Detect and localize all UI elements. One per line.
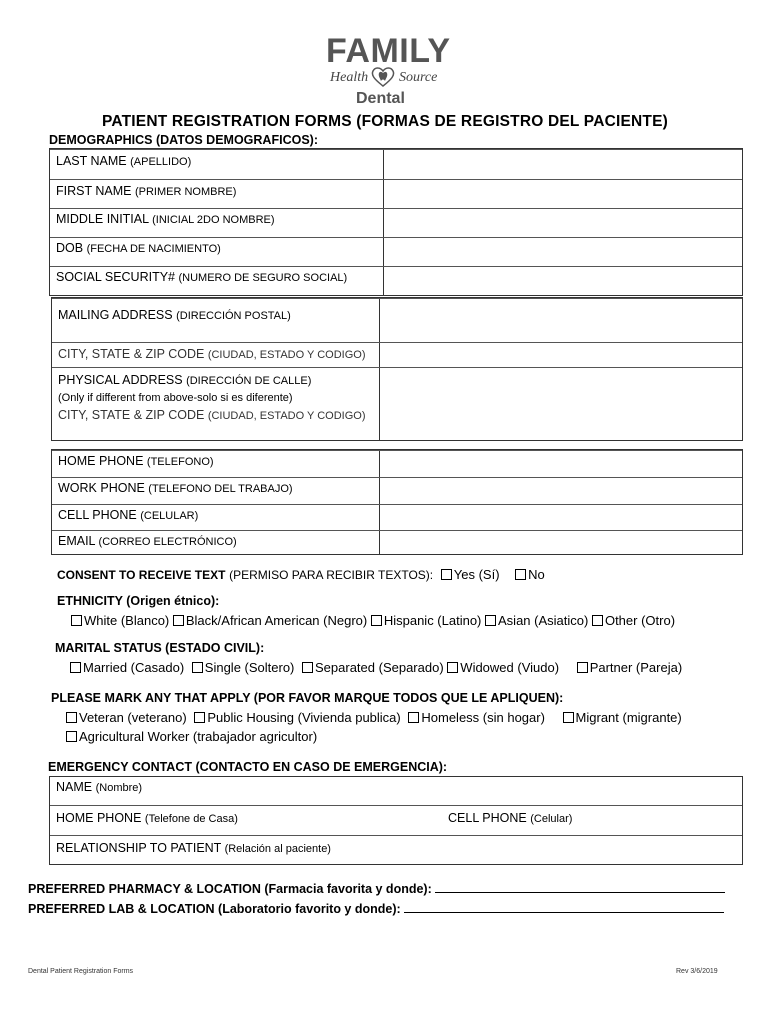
checkbox-icon[interactable] xyxy=(194,712,205,723)
apply-heading: PLEASE MARK ANY THAT APPLY (POR FAVOR MARQUE TODOS QUE LE APLIQUEN): xyxy=(51,691,564,705)
checkbox-icon[interactable] xyxy=(563,712,574,723)
last-name-field[interactable]: LAST NAME (APELLIDO) xyxy=(50,149,742,179)
checkbox-icon[interactable] xyxy=(192,662,203,673)
checkbox-icon[interactable] xyxy=(70,662,81,673)
footer-right: Rev 3/6/2019 xyxy=(676,968,718,975)
demographics-table xyxy=(49,148,743,296)
checkbox-icon[interactable] xyxy=(371,615,382,626)
lab-blank-line[interactable] xyxy=(404,900,724,913)
checkbox-icon[interactable] xyxy=(302,662,313,673)
consent-yes-option[interactable]: Yes (Sí) xyxy=(441,567,500,582)
ethnicity-asian-option[interactable]: Asian (Asiatico) xyxy=(485,613,588,628)
lab-field[interactable]: PREFERRED LAB & LOCATION (Laboratorio favorito y donde): xyxy=(28,900,724,916)
emergency-cell-phone-field[interactable]: CELL PHONE (Celular) xyxy=(448,811,573,825)
logo-source-text: Source xyxy=(399,70,438,85)
apply-agricultural-option[interactable]: Agricultural Worker (trabajador agricultor) xyxy=(66,729,317,744)
checkbox-icon[interactable] xyxy=(592,615,603,626)
page-title: PATIENT REGISTRATION FORMS (FORMAS DE REGISTRO DEL PACIENTE) xyxy=(102,113,668,130)
ethnicity-white-option[interactable]: White (Blanco) xyxy=(71,613,169,628)
marital-married-option[interactable]: Married (Casado) xyxy=(70,660,184,675)
email-field[interactable]: EMAIL (CORREO ELECTRÓNICO) xyxy=(52,530,742,556)
logo-health-text: Health xyxy=(330,70,369,85)
apply-migrant-option[interactable]: Migrant (migrante) xyxy=(563,710,682,725)
ssn-field[interactable]: SOCIAL SECURITY# (NUMERO DE SEGURO SOCIAL) xyxy=(50,266,742,296)
consent-no-option[interactable]: No xyxy=(515,567,545,582)
checkbox-icon[interactable] xyxy=(515,569,526,580)
dob-field[interactable]: DOB (FECHA DE NACIMIENTO) xyxy=(50,237,742,266)
ethnicity-other-option[interactable]: Other (Otro) xyxy=(592,613,675,628)
consent-row: CONSENT TO RECEIVE TEXT (PERMISO PARA RECIBIR TEXTOS): Yes (Sí) No xyxy=(57,567,545,582)
checkbox-icon[interactable] xyxy=(408,712,419,723)
physical-address-field[interactable]: PHYSICAL ADDRESS (DIRECCIÓN DE CALLE) (Only if different from above-solo si es diferente) CITY, STATE & ZIP CODE (CIUDAD, ESTADO Y CODIGO) xyxy=(52,367,742,442)
marital-partner-option[interactable]: Partner (Pareja) xyxy=(577,660,682,675)
emergency-name-field[interactable]: NAME (Nombre) xyxy=(56,780,143,794)
apply-housing-option[interactable]: Public Housing (Vivienda publica) xyxy=(194,710,400,725)
logo-family-text: FAMILY xyxy=(326,32,451,70)
emergency-home-phone-field[interactable]: HOME PHONE (Telefone de Casa) xyxy=(56,811,238,825)
marital-separated-option[interactable]: Separated (Separado) xyxy=(302,660,444,675)
mailing-city-field[interactable]: CITY, STATE & ZIP CODE (CIUDAD, ESTADO Y CODIGO) xyxy=(52,342,742,367)
emergency-phone-row xyxy=(50,805,742,835)
phone-table xyxy=(51,449,743,555)
checkbox-icon[interactable] xyxy=(66,731,77,742)
footer-left: Dental Patient Registration Forms xyxy=(28,968,134,975)
pharmacy-field[interactable]: PREFERRED PHARMACY & LOCATION (Farmacia favorita y donde): xyxy=(28,880,725,896)
apply-options xyxy=(66,710,682,725)
work-phone-field[interactable]: WORK PHONE (TELEFONO DEL TRABAJO) xyxy=(52,477,742,504)
checkbox-icon[interactable] xyxy=(71,615,82,626)
emergency-relationship-field[interactable]: RELATIONSHIP TO PATIENT (Relación al paciente) xyxy=(50,835,742,865)
apply-homeless-option[interactable]: Homeless (sin hogar) xyxy=(408,710,545,725)
pharmacy-blank-line[interactable] xyxy=(435,880,725,893)
marital-options xyxy=(70,660,682,675)
tooth-heart-icon xyxy=(370,66,396,88)
checkbox-icon[interactable] xyxy=(66,712,77,723)
apply-veteran-option[interactable]: Veteran (veterano) xyxy=(66,710,187,725)
ethnicity-heading: ETHNICITY (Origen étnico): xyxy=(57,594,220,608)
ethnicity-hispanic-option[interactable]: Hispanic (Latino) xyxy=(371,613,482,628)
demographics-heading: DEMOGRAPHICS (DATOS DEMOGRAFICOS): xyxy=(49,133,318,147)
checkbox-icon[interactable] xyxy=(441,569,452,580)
middle-initial-field[interactable]: MIDDLE INITIAL (INICIAL 2DO NOMBRE) xyxy=(50,208,742,237)
emergency-heading: EMERGENCY CONTACT (CONTACTO EN CASO DE EMERGENCIA): xyxy=(48,760,448,774)
checkbox-icon[interactable] xyxy=(577,662,588,673)
emergency-table xyxy=(49,776,743,865)
marital-single-option[interactable]: Single (Soltero) xyxy=(192,660,295,675)
ethnicity-black-option[interactable]: Black/African American (Negro) xyxy=(173,613,367,628)
checkbox-icon[interactable] xyxy=(173,615,184,626)
cell-phone-field[interactable]: CELL PHONE (CELULAR) xyxy=(52,504,742,530)
marital-widowed-option[interactable]: Widowed (Viudo) xyxy=(447,660,559,675)
ethnicity-options xyxy=(71,613,675,628)
logo-dental-text: Dental xyxy=(356,90,405,107)
marital-heading: MARITAL STATUS (ESTADO CIVIL): xyxy=(55,641,265,655)
checkbox-icon[interactable] xyxy=(447,662,458,673)
home-phone-field[interactable]: HOME PHONE (TELEFONO) xyxy=(52,450,742,477)
first-name-field[interactable]: FIRST NAME (PRIMER NOMBRE) xyxy=(50,179,742,208)
checkbox-icon[interactable] xyxy=(485,615,496,626)
address-table xyxy=(51,297,743,441)
mailing-address-field[interactable]: MAILING ADDRESS (DIRECCIÓN POSTAL) xyxy=(52,298,742,342)
